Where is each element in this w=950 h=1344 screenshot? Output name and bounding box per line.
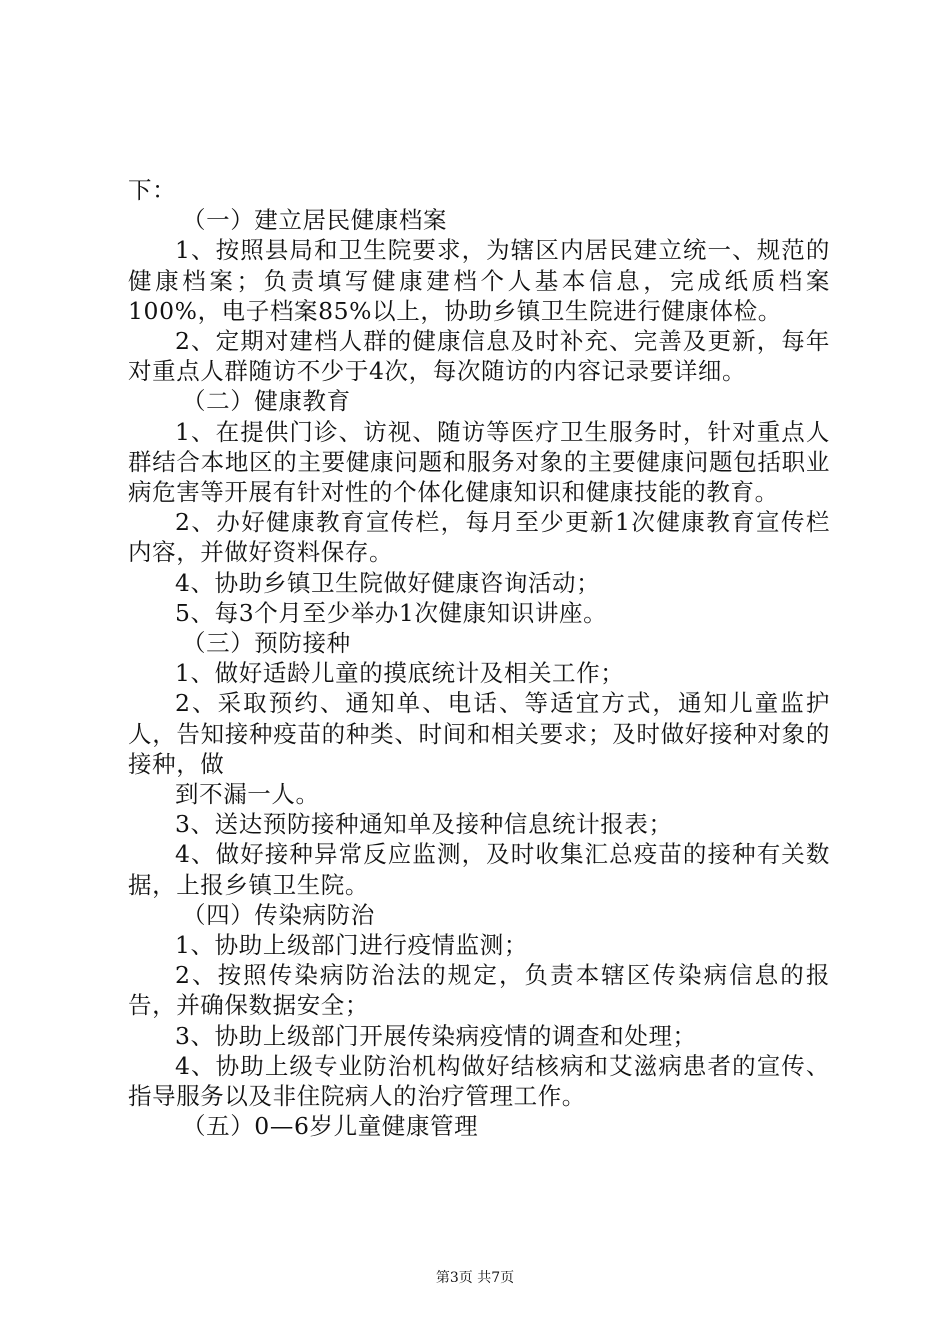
section-heading: （一）建立居民健康档案 bbox=[182, 206, 448, 235]
section-heading: （二）健康教育 bbox=[182, 387, 351, 416]
paragraph: 4、做好接种异常反应监测，及时收集汇总疫苗的接种有关数据，上报乡镇卫生院。 bbox=[128, 840, 830, 899]
page-footer: 第3页 共7页 bbox=[435, 1270, 515, 1286]
section-heading: （四）传染病防治 bbox=[182, 900, 375, 929]
paragraph: 4、协助上级专业防治机构做好结核病和艾滋病患者的宣传、指导服务以及非住院病人的治疗管理工作。 bbox=[128, 1051, 830, 1111]
paragraph: 到不漏一人。 bbox=[175, 780, 320, 809]
paragraph: 1、在提供门诊、访视、随访等医疗卫生服务时，针对重点人群结合本地区的主要健康问题和服务对象的主要健康问题包括职业病危害等开展有针对性的个体化健康知识和健康技能的教育。 bbox=[128, 417, 830, 507]
paragraph: 3、协助上级部门开展传染病疫情的调查和处理； bbox=[175, 1021, 697, 1050]
paragraph: 2、按照传染病防治法的规定，负责本辖区传染病信息的报告，并确保数据安全； bbox=[128, 961, 830, 1020]
paragraph: 1、做好适龄儿童的摸底统计及相关工作； bbox=[175, 659, 625, 688]
document-body bbox=[128, 175, 830, 1142]
section-heading: （五）0—6岁儿童健康管理 bbox=[182, 1112, 479, 1141]
paragraph: 2、办好健康教育宣传栏，每月至少更新1次健康教育宣传栏内容，并做好资料保存。 bbox=[128, 508, 830, 567]
paragraph: 4、协助乡镇卫生院做好健康咨询活动； bbox=[175, 568, 601, 597]
paragraph: 1、协助上级部门进行疫情监测； bbox=[175, 931, 528, 960]
section-heading: （三）预防接种 bbox=[182, 629, 351, 658]
paragraph: 1、按照县局和卫生院要求，为辖区内居民建立统一、规范的健康档案；负责填写健康建档个人基本信息，完成纸质档案100%，电子档案85%以上，协助乡镇卫生院进行健康体检。 bbox=[128, 236, 830, 325]
paragraph: 2、采取预约、通知单、电话、等适宜方式，通知儿童监护人，告知接种疫苗的种类、时间和相关要求；及时做好接种对象的接种，做 bbox=[128, 689, 830, 778]
paragraph: 5、每3个月至少举办1次健康知识讲座。 bbox=[175, 598, 608, 627]
paragraph: 2、定期对建档人群的健康信息及时补充、完善及更新，每年对重点人群随访不少于4次，每次随访的内容记录要详细。 bbox=[128, 327, 830, 386]
paragraph: 下： bbox=[128, 176, 177, 204]
paragraph: 3、送达预防接种通知单及接种信息统计报表； bbox=[175, 810, 673, 839]
